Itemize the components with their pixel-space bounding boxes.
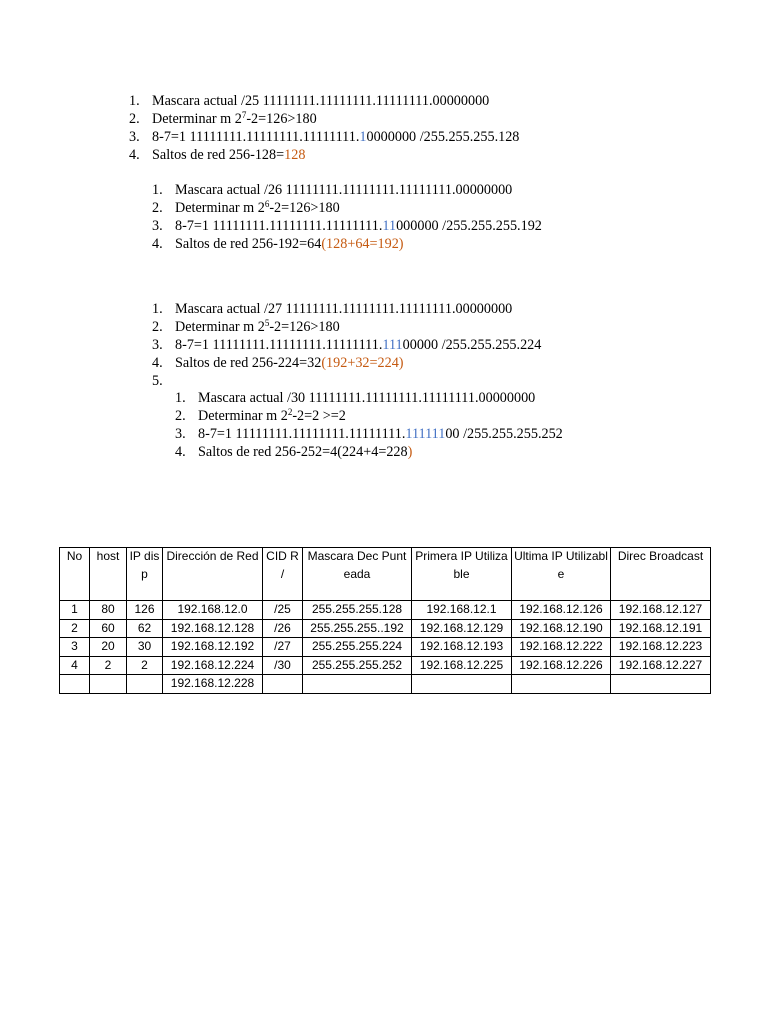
table-cell: 2 [127,656,163,675]
table-cell [90,675,127,694]
highlight-bits: 111 [382,337,403,353]
table-cell: 192.168.12.128 [163,619,263,638]
item-text: Saltos de red 256-192=64 [175,236,322,252]
table-row [60,601,711,620]
table-cell: 126 [127,601,163,620]
table-cell: /26 [263,619,303,638]
table-cell: /25 [263,601,303,620]
highlight-value: ) [407,444,413,460]
list-item: 4. Saltos de red 256-192=64(128+64=192) [152,236,404,252]
table-cell [127,675,163,694]
highlight-bits: 1 [359,129,367,145]
subnet-list-27: 1. Mascara actual /27 11111111.11111111.11111111.00000000 2. Determinar m $2^5-2=126>180$ 3. 8-7=1 11111111.11111111.11111111.11100000 /255.255.255.224 4. Saltos de red 256-224=32(192+32=224) 5. [152,301,542,389]
subnet-list-30 [175,389,563,461]
table-cell [611,675,711,694]
list-item: 3. 8-7=1 11111111.11111111.11111111.11100000 /255.255.255.224 [152,337,542,353]
table-cell [412,675,512,694]
item-text: Mascara actual /27 11111111.11111111.11111111.00000000 [175,301,513,317]
item-text: 0000000 /255.255.255.128 [366,129,520,145]
table-cell: 192.168.12.129 [412,619,512,638]
table-cell: 20 [90,638,127,657]
list-item: 2. Determinar m $2^7-2=126>180$ [129,110,317,127]
highlight-value: 128 [284,147,306,163]
item-text: Saltos de red 256-224=32 [175,355,322,371]
subnet-list-26 [152,181,542,253]
header-network-address: Dirección de Red [163,548,263,601]
item-text: 00000 /255.255.255.224 [402,337,542,353]
list-item: 4. Saltos de red 256-128=128 [129,147,306,163]
table-cell: /30 [263,656,303,675]
table-cell: 192.168.12.190 [512,619,611,638]
item-text: 8-7=1 11111111.11111111.11111111. [175,337,383,353]
table-cell: 192.168.12.193 [412,638,512,657]
header-ip-disp: IP disp [127,548,163,601]
list-item: 2. Determinar m $2^6-2=126>180$ [152,199,340,216]
table-header-row [60,548,711,601]
table-row [60,619,711,638]
item-text: Saltos de red 256-128= [152,147,285,163]
item-text: 00 /255.255.255.252 [445,426,563,442]
item-text: -2=2 >=2 [292,408,346,424]
table-cell: 192.168.12.1 [412,601,512,620]
item-text: Saltos de red 256-252=4(224+4=228 [198,444,408,460]
highlight-bits: 111111 [405,426,446,442]
item-text: 8-7=1 11111111.11111111.11111111. [198,426,406,442]
list-item: 3. 8-7=1 11111111.11111111.11111111.11111100 /255.255.255.252 [175,426,563,442]
item-text: Determinar m 2 [175,200,265,216]
list-item: 3. 8-7=1 11111111.11111111.11111111.10000000 /255.255.255.128 [129,129,520,145]
list-item: 2. Determinar m $2^2-2=2 >=2$ [175,407,346,424]
header-first-ip: Primera IP Utilizable [412,548,512,601]
table-cell: 192.168.12.127 [611,601,711,620]
header-cidr: CID R / [263,548,303,601]
header-broadcast: Direc Broadcast [611,548,711,601]
table-cell: 255.255.255.252 [303,656,412,675]
highlight-value: (128+64=192) [321,236,404,252]
table-row [60,656,711,675]
exponent: 7 [241,110,247,120]
table-cell: 192.168.12.126 [512,601,611,620]
table-cell: 60 [90,619,127,638]
table-cell: 192.168.12.223 [611,638,711,657]
table-cell [263,675,303,694]
table-cell: 192.168.12.192 [163,638,263,657]
table-cell: 30 [127,638,163,657]
list-item: 1. Mascara actual /30 11111111.11111111.11111111.00000000 [175,390,536,406]
list-item: 2. Determinar m $2^5-2=126>180$ [152,318,340,335]
list-item: 3. 8-7=1 11111111.11111111.11111111.11000000 /255.255.255.192 [152,218,542,234]
highlight-bits: 11 [382,218,397,234]
table-cell [512,675,611,694]
exponent: 6 [264,199,270,209]
header-host: host [90,548,127,601]
item-text: Determinar m 2 [152,111,242,127]
table-cell: 192.168.12.222 [512,638,611,657]
header-mask: Mascara Dec Punteada [303,548,412,601]
table-cell: 192.168.12.227 [611,656,711,675]
item-text: -2=126>180 [246,111,317,127]
header-no: No [60,548,90,601]
table-cell [303,675,412,694]
item-text: Determinar m 2 [198,408,288,424]
list-item: 1. Mascara actual /27 11111111.11111111.11111111.00000000 [152,301,513,317]
item-text: -2=126>180 [269,200,340,216]
item-text: Mascara actual /30 11111111.11111111.11111111.00000000 [198,390,536,406]
table-row [60,675,711,694]
table-cell: 2 [60,619,90,638]
table-cell [60,675,90,694]
exponent: 5 [264,318,270,328]
table-row [60,638,711,657]
table-cell: 62 [127,619,163,638]
list-item: 1. Mascara actual /26 11111111.11111111.11111111.00000000 [152,182,513,198]
table-cell: 1 [60,601,90,620]
table-cell: 255.255.255.224 [303,638,412,657]
table-cell: 255.255.255.128 [303,601,412,620]
list-item: 4. Saltos de red 256-252=4(224+4=228) [175,444,413,460]
table-cell: 2 [90,656,127,675]
table-cell: 192.168.12.225 [412,656,512,675]
header-last-ip: Ultima IP Utilizable [512,548,611,601]
item-text: Determinar m 2 [175,319,265,335]
item-text: 8-7=1 11111111.11111111.11111111. [175,218,383,234]
table-cell: 80 [90,601,127,620]
item-text: -2=126>180 [269,319,340,335]
table-cell: /27 [263,638,303,657]
subnet-table [59,547,711,694]
highlight-value: (192+32=224) [321,355,404,371]
item-text: 000000 /255.255.255.192 [396,218,542,234]
item-text: Mascara actual /25 11111111.11111111.11111111.00000000 [152,93,490,109]
list-item: 1. Mascara actual /25 11111111.11111111.11111111.00000000 [129,93,490,109]
subnet-list-25 [129,92,519,164]
table-cell: 3 [60,638,90,657]
list-item: 4. Saltos de red 256-224=32(192+32=224) [152,355,404,371]
exponent: 2 [287,407,293,417]
table-cell: 192.168.12.228 [163,675,263,694]
table-cell: 192.168.12.0 [163,601,263,620]
table-cell: 192.168.12.191 [611,619,711,638]
table-cell: 255.255.255..192 [303,619,412,638]
table-cell: 192.168.12.226 [512,656,611,675]
item-text: 8-7=1 11111111.11111111.11111111. [152,129,360,145]
table-cell: 192.168.12.224 [163,656,263,675]
table-cell: 4 [60,656,90,675]
item-text: Mascara actual /26 11111111.11111111.11111111.00000000 [175,182,513,198]
